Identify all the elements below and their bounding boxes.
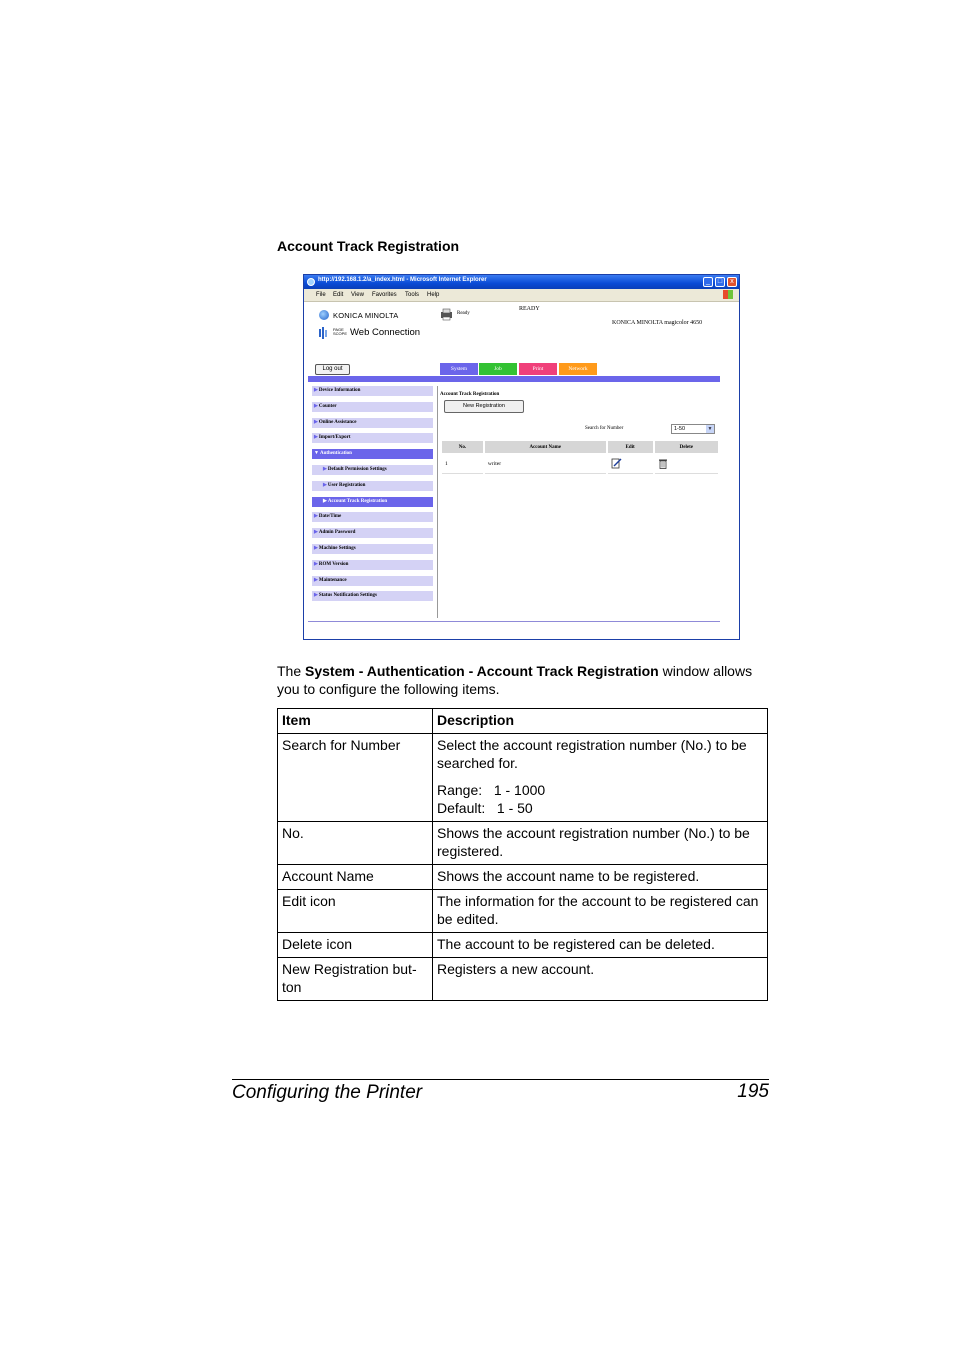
default-label: Default: <box>437 800 486 816</box>
sidebar-item-label: Authentication <box>319 451 352 457</box>
minimize-icon[interactable]: _ <box>703 277 713 287</box>
search-for-number-label: Search for Number <box>585 426 624 431</box>
page-number: 195 <box>737 1081 769 1102</box>
search-for-number-value: 1-50 <box>674 426 686 432</box>
grid-header-edit: Edit <box>608 441 653 453</box>
chevron-down-icon[interactable]: ▼ <box>707 426 713 432</box>
arrow-right-icon: ▶ <box>323 498 327 504</box>
sidebar-item-label: Machine Settings <box>318 546 356 551</box>
grid-header-account-name: Account Name <box>485 441 606 453</box>
trash-icon[interactable] <box>658 458 668 469</box>
sidebar-item-label: Counter <box>318 403 337 409</box>
table-row <box>278 865 768 890</box>
sidebar-item-label: Device Information <box>318 388 361 393</box>
ie-icon <box>307 278 315 286</box>
sidebar-item-admin-password[interactable] <box>312 528 433 538</box>
tab-job[interactable]: Job <box>479 363 517 375</box>
arrow-right-icon: ▶ <box>314 561 318 567</box>
browser-menubar <box>304 289 739 302</box>
table-header-description: Description <box>433 709 768 734</box>
tab-network[interactable]: Network <box>559 363 597 375</box>
header-divider <box>308 376 720 382</box>
tab-print[interactable]: Print <box>519 363 557 375</box>
menu-favorites[interactable]: Favorites <box>372 292 397 298</box>
browser-titlebar <box>304 275 739 289</box>
table-row <box>278 734 768 822</box>
table-row <box>278 822 768 865</box>
table-cell-description: Registers a new account. <box>433 958 768 1001</box>
table-cell-description: The information for the account to be registered can be edited. <box>433 890 768 933</box>
sidebar-item-default-permission-settings[interactable] <box>312 465 433 475</box>
intro-paragraph <box>277 662 772 698</box>
default-line <box>437 799 763 817</box>
menu-tools[interactable]: Tools <box>405 292 420 298</box>
printer-icon <box>439 308 454 321</box>
table-row <box>278 933 768 958</box>
sidebar-item-authentication[interactable] <box>312 449 433 459</box>
sidebar-item-label: Import/Export <box>318 435 351 441</box>
items-table <box>277 708 768 1001</box>
sidebar-item-label: Online Assistance <box>318 419 357 425</box>
printer-status-small: Ready <box>457 311 470 316</box>
table-row <box>278 890 768 933</box>
table-cell-item: Delete icon <box>278 933 433 958</box>
range-line <box>437 781 763 799</box>
sidebar-item-rom-version[interactable] <box>312 560 433 570</box>
arrow-right-icon: ▶ <box>314 403 318 409</box>
footer-rule <box>232 1079 769 1080</box>
new-registration-button[interactable]: New Registration <box>444 400 524 413</box>
sidebar-item-label: Status Notification Settings <box>318 593 377 599</box>
table-cell-item: Account Name <box>278 865 433 890</box>
range-value: 1 - 1000 <box>493 782 546 798</box>
sidebar-item-device-information[interactable] <box>312 386 433 396</box>
arrow-right-icon: ▶ <box>323 467 327 472</box>
table-cell-description: Shows the account name to be registered. <box>433 865 768 890</box>
intro-window-path: System - Authentication - Account Track Registration <box>305 663 659 679</box>
arrow-right-icon: ▶ <box>314 593 318 599</box>
table-cell-item: Edit icon <box>278 890 433 933</box>
footer-divider <box>308 621 720 622</box>
edit-icon[interactable] <box>611 458 622 469</box>
table-cell-description <box>433 734 768 822</box>
sidebar-item-status-notification-settings[interactable] <box>312 591 433 601</box>
table-header-item: Item <box>278 709 433 734</box>
table-cell-item: No. <box>278 822 433 865</box>
product-name: Web Connection <box>350 327 421 338</box>
grid-cell-edit <box>608 455 653 474</box>
menu-edit[interactable]: Edit <box>333 292 344 298</box>
description-text: Select the account registration number (No.) to be searched for. <box>437 737 747 771</box>
sidebar-item-maintenance[interactable] <box>312 576 433 586</box>
sidebar-item-label: ROM Version <box>318 561 349 567</box>
search-for-number-select[interactable] <box>671 424 715 434</box>
sidebar-item-label: Default Permission Settings <box>327 467 387 472</box>
browser-screenshot <box>303 274 740 640</box>
grid-header-delete: Delete <box>655 441 718 453</box>
tab-system[interactable]: System <box>440 363 478 375</box>
table-row <box>278 958 768 1001</box>
web-connection-page <box>306 302 737 638</box>
sidebar-item-label: Date/Time <box>318 514 342 520</box>
close-icon[interactable]: x <box>727 277 737 287</box>
konica-minolta-logo-icon <box>319 310 329 320</box>
section-heading: Account Track Registration <box>277 238 460 254</box>
table-cell-description: Shows the account registration number (No.) to be registered. <box>433 822 768 865</box>
sidebar-item-account-track-registration[interactable] <box>312 497 433 507</box>
grid-cell-delete <box>655 455 718 474</box>
sidebar-item-counter[interactable] <box>312 402 433 412</box>
windows-logo-icon <box>723 290 733 299</box>
grid-cell-account-name: writer <box>485 455 606 474</box>
intro-text: The <box>277 663 306 679</box>
sidebar-divider <box>437 386 438 618</box>
arrow-right-icon: ▶ <box>314 577 318 583</box>
menu-help[interactable]: Help <box>427 292 440 298</box>
sidebar-item-user-registration[interactable] <box>312 481 433 491</box>
arrow-right-icon: ▶ <box>314 388 318 393</box>
printer-status: READY <box>519 306 540 312</box>
browser-title: http://192.168.1.2/a_index.html - Microsoft Internet Explorer <box>318 277 487 283</box>
table-cell-description: The account to be registered can be deleted. <box>433 933 768 958</box>
arrow-right-icon: ▶ <box>314 514 318 520</box>
grid-header-no: No. <box>442 441 483 453</box>
content-title: Account Track Registration <box>440 392 500 397</box>
sidebar-item-online-assistance[interactable] <box>312 418 433 428</box>
logout-button[interactable]: Log out <box>315 364 350 375</box>
arrow-down-icon: ▼ <box>314 451 319 457</box>
arrow-right-icon: ▶ <box>314 435 318 441</box>
sidebar-item-label: Maintenance <box>318 577 347 583</box>
sidebar-item-machine-settings[interactable] <box>312 544 433 554</box>
intro-text-rest: window allows you to configure the following items. <box>277 663 753 697</box>
pagescope-logo-icon <box>319 327 331 339</box>
pagescope-mark: PAGE SCOPE <box>333 327 348 336</box>
arrow-right-icon: ▶ <box>314 546 318 551</box>
sidebar-item-label: User Registration <box>327 482 366 488</box>
sidebar-item-date-time[interactable] <box>312 512 433 522</box>
range-label: Range: <box>437 782 483 798</box>
printer-model: KONICA MINOLTA magicolor 4650 <box>612 320 703 326</box>
table-cell-item: Search for Number <box>278 734 433 822</box>
arrow-right-icon: ▶ <box>323 482 327 488</box>
table-row <box>442 455 718 474</box>
sidebar-item-label: Account Track Registration <box>327 498 388 504</box>
sidebar-item-import-export[interactable] <box>312 433 433 443</box>
table-cell-item: New Registration but- ton <box>278 958 433 1001</box>
sidebar-item-label: Admin Password <box>318 530 356 536</box>
arrow-right-icon: ▶ <box>314 530 318 536</box>
arrow-right-icon: ▶ <box>314 419 318 425</box>
maximize-icon[interactable]: □ <box>715 277 725 287</box>
grid-cell-no: 1 <box>442 455 483 474</box>
menu-file[interactable]: File <box>316 292 326 298</box>
menu-view[interactable]: View <box>351 292 364 298</box>
brand-name: KONICA MINOLTA <box>333 311 399 320</box>
default-value: 1 - 50 <box>496 800 533 816</box>
account-grid <box>440 439 720 476</box>
footer-title: Configuring the Printer <box>232 1082 423 1103</box>
